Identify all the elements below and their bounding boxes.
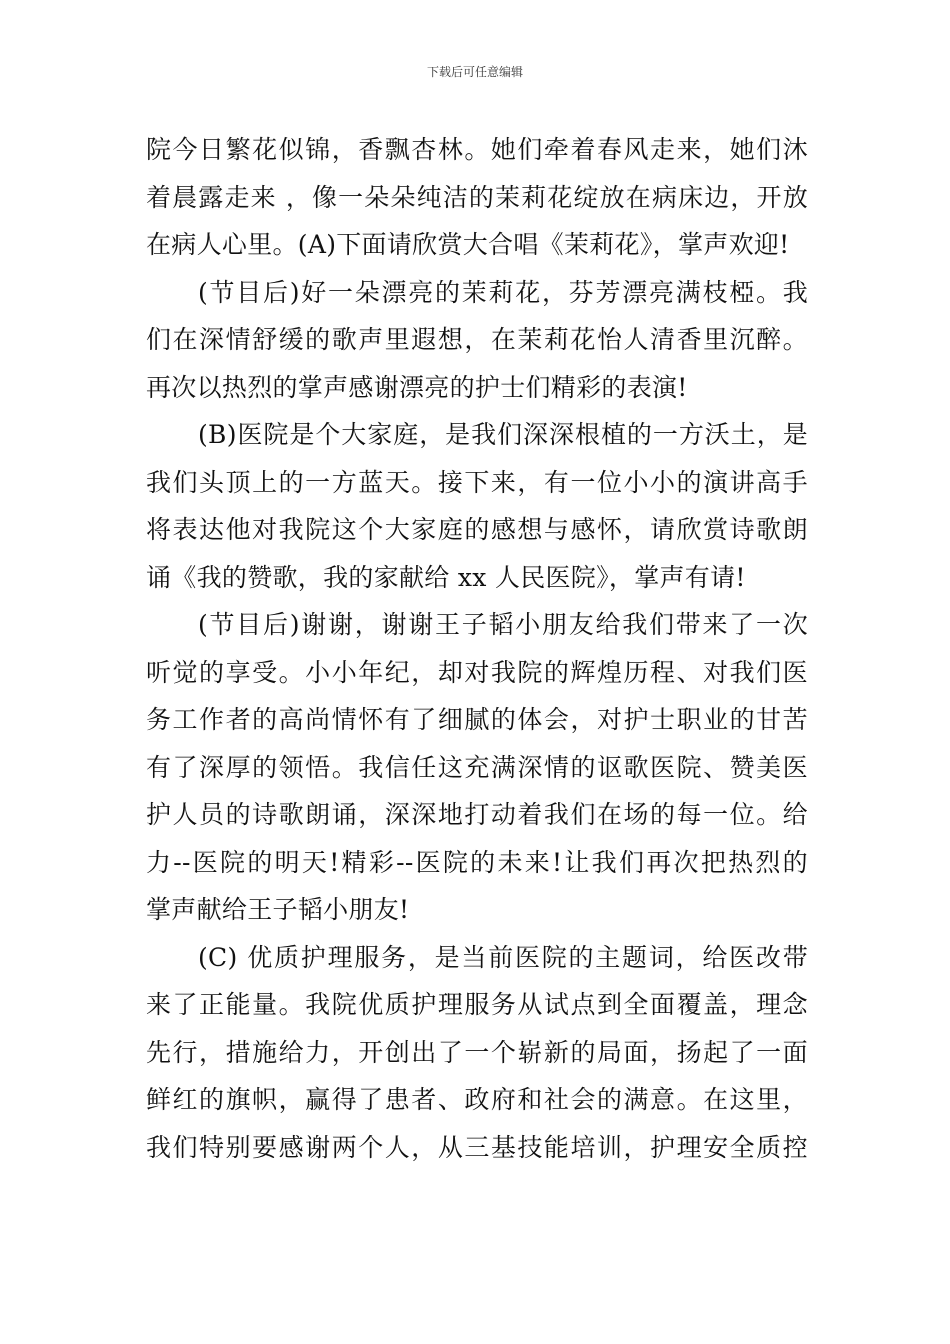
text-line: 院今日繁花似锦，香飘杏林。她们牵着春风走来，她们沐 xyxy=(146,135,808,164)
paragraph xyxy=(146,601,808,934)
text-line: 我们特别要感谢两个人，从三基技能培训，护理安全质控 xyxy=(146,1132,808,1162)
document-body xyxy=(146,126,808,1171)
text-line: (C) 优质护理服务，是当前医院的主题词，给医改带 xyxy=(198,942,808,972)
text-line: 听觉的享受。小小年纪，却对我院的辉煌历程、对我们医 xyxy=(146,657,808,687)
paragraph xyxy=(146,411,808,601)
text-line: (节目后)好一朵漂亮的茉莉花，芬芳漂亮满枝椏。我 xyxy=(198,277,808,307)
text-line: 有了深厚的领悟。我信任这充满深情的讴歌医院、赞美医 xyxy=(146,752,808,782)
paragraph xyxy=(146,934,808,1172)
text-line: (B)医院是个大家庭，是我们深深根植的一方沃土，是 xyxy=(198,420,808,449)
page-header: 下载后可任意编辑 xyxy=(426,65,523,79)
text-line: 我们头顶上的一方蓝天。接下来，有一位小小的演讲高手 xyxy=(146,467,808,497)
text-line: 鲜红的旗帜，赢得了患者、政府和社会的满意。在这里， xyxy=(146,1085,808,1114)
paragraph xyxy=(146,269,808,412)
text-line: 诵《我的赞歌，我的家献给 xx 人民医院》，掌声有请! xyxy=(146,562,746,592)
text-line: 将表达他对我院这个大家庭的感想与感怀，请欣赏诗歌朗 xyxy=(146,515,808,544)
text-line: 再次以热烈的掌声感谢漂亮的护士们精彩的表演! xyxy=(146,372,688,402)
paragraph xyxy=(146,126,808,269)
text-line: 们在深情舒缓的歌声里遐想，在茉莉花怡人清香里沉醉。 xyxy=(146,325,808,354)
text-line: 掌声献给王子韬小朋友! xyxy=(146,895,410,924)
text-line: 在病人心里。(A)下面请欣赏大合唱《茉莉花》，掌声欢迎! xyxy=(146,230,790,259)
text-line: 护人员的诗歌朗诵，深深地打动着我们在场的每一位。给 xyxy=(146,800,808,829)
text-line: 来了正能量。我院优质护理服务从试点到全面覆盖，理念 xyxy=(146,990,808,1019)
text-line: 务工作者的高尚情怀有了细腻的体会，对护士职业的甘苦 xyxy=(146,705,808,734)
text-line: 着晨露走来 ，像一朵朵纯洁的茉莉花绽放在病床边，开放 xyxy=(146,182,808,212)
text-line: 力--医院的明天!精彩--医院的未来!让我们再次把热烈的 xyxy=(146,847,808,877)
text-line: (节目后)谢谢，谢谢王子韬小朋友给我们带来了一次 xyxy=(198,610,808,639)
text-line: 先行，措施给力，开创出了一个崭新的局面，扬起了一面 xyxy=(146,1037,808,1067)
